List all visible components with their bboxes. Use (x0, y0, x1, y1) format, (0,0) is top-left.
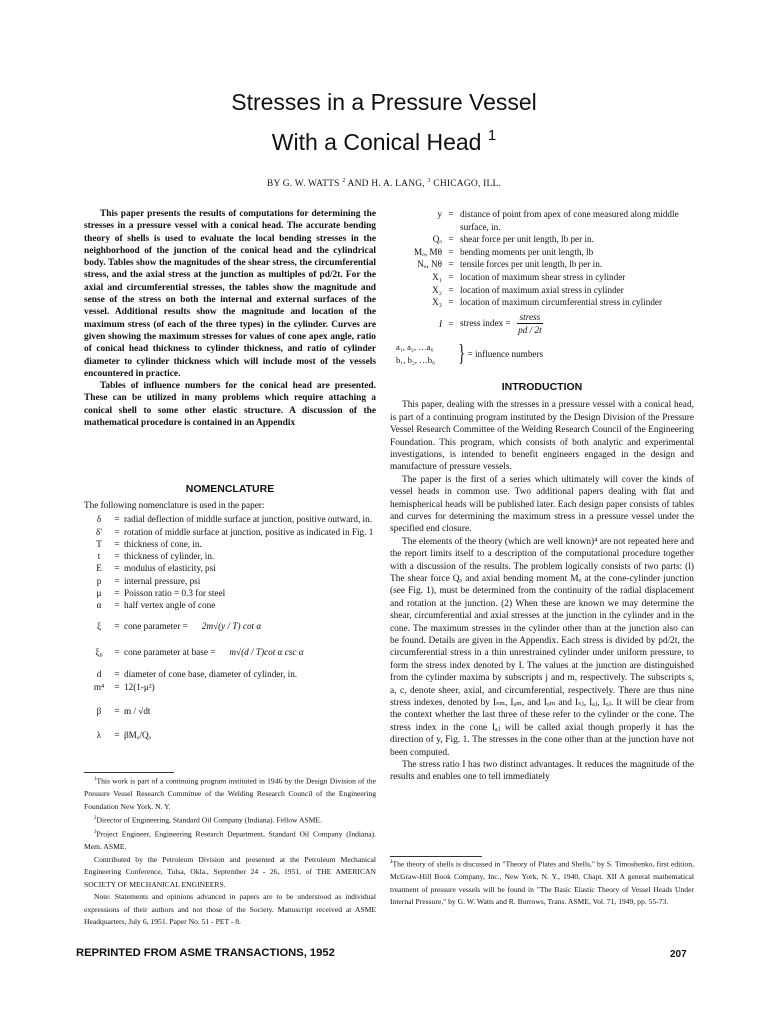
nomenclature-equals: = (114, 669, 120, 680)
nomenclature-symbol: Nₒ, Nθ (417, 259, 442, 270)
nomenclature-symbol: E (96, 563, 102, 574)
nomenclature-equals: = (114, 551, 120, 562)
nomenclature-definition (124, 599, 376, 611)
nomenclature-symbol: ξ (96, 620, 102, 631)
nomenclature-definition-text: tensile forces per unit length, lb per in. (460, 259, 603, 270)
nomenclature-symbol: X₁ (432, 271, 442, 282)
abstract-paragraph-1: This paper presents the results of computations for determining the stresses in a pressure vessel with a conical head. The accurate bending theory of shells is used to evaluate the local bending stresses in the neighborhood of the junction of the conical head and the cylindrical body. Tables show the magnitudes of the shear stress, the circumferential stress, and the axial stress at the junction as multiples of pd/2t. For the axial and circumferential stresses, the tables show the magnitude and sense of the stress on both the internal and external surfaces of the vessel. Additional results show the magnitude and location of the maximum stress (of each of the three types) in the cylinder. Curves are given showing the maximum stresses for values of cone apex angle, ratio of conical head thickness to cylinder thickness, and ratio of cylinder diameter to cylinder thickness which will include most of the vessels encountered in practice. (84, 209, 376, 379)
nomenclature-definition-text: Poisson ratio = 0.3 for steel (124, 588, 226, 599)
footnote-mark: 2 (94, 816, 97, 822)
nomenclature-definition (460, 208, 688, 233)
footnote-text: Note: Statements and opinions advanced in papers are to be understood as individual expressions of their authors and not those of the Society. Manuscript received at ASME Headquarters, July 6, 1951. Paper No. 51 - PET - 8. (84, 892, 376, 927)
nomenclature-definition (124, 575, 376, 587)
author-1: BY G. W. WATTS (266, 179, 340, 190)
nomenclature-definition-text: diameter of cone base, diameter of cylinder, in. (124, 669, 298, 680)
byline (0, 178, 768, 189)
nomenclature-symbol: m⁴ (93, 681, 105, 692)
influence-numbers (396, 341, 688, 367)
nomenclature-equals: = (114, 563, 120, 574)
introduction-body (390, 399, 694, 784)
right-nomenclature-item (396, 258, 688, 271)
nomenclature-definition-text: distance of point from apex of cone measured along middle surface, in. (460, 209, 679, 232)
abstract-paragraph-2: Tables of influence numbers for the conical head are presented. These can be utilized in many problems which require attaching a conical shell to some other elastic structure. A discussion of the mathematical procedure is contained in an Appendix (84, 381, 376, 429)
nomenclature-definition-text: radial deflection of middle surface at junction, positive outward, in. (124, 514, 372, 525)
nomenclature-definition (460, 284, 688, 297)
footnote (84, 827, 376, 854)
right-nomenclature-item (396, 311, 688, 337)
introduction-paragraph: The stress ratio I has two distinct advantages. It reduces the magnitude of the results and enables one to tell immediately (390, 760, 694, 783)
nomenclature-equals: = (114, 705, 120, 716)
nomenclature-item (88, 646, 376, 658)
nomenclature-definition-text: βMₒ/Qₒ (124, 730, 152, 741)
nomenclature-definition (460, 296, 688, 309)
reprint-footer: REPRINTED FROM ASME TRANSACTIONS, 1952 (76, 947, 335, 959)
nomenclature-definition (124, 668, 376, 680)
footnote-text: Director of Engineering, Standard Oil Company (Indiana). Fellow ASME. (96, 815, 322, 825)
location: CHICAGO, ILL. (433, 179, 502, 190)
title-footnote-mark: 1 (487, 127, 497, 144)
nomenclature-definition-text: location of maximum axial stress in cylinder (460, 284, 624, 295)
nomenclature-item (88, 668, 376, 680)
nomenclature-symbol: Qₒ (432, 234, 442, 245)
nomenclature-definition-text: stress index = (460, 317, 511, 328)
introduction-paragraph: The elements of the theory (which are well known)⁴ are not repeated here and the report limits itself to a description of the computational procedure together with a discussion of the results. The problem logically consists of two parts: (l) The shear force Qₒ and axial bending moment Mₒ at the cone-cylinder junction (see Fig. 1), must be determined from the continuity of the radial displacement and rotation at the junction. (2) When these are known we may determine the shear, circumferential and axial stresses at the junction in the cylinder and in the cone. The maximum stresses in the cylinder other than at the junction also can be found. Details are given in the Appendix. Each stress is divided by pd/2t, the circumferential stress in a thin unrestrained cylinder under uniform pressure, to form the stress index denoted by I. The values at the junction are distinguished from the cylinder maxima by subscripts j and m, respectively. The subscripts s, a, c, denote sheer, axial, and circumferential, respectively. There are thus nine stress indexes, denoted by Iₛₘ, Iₐₘ, and Iₒₘ and Iₛⱼ, Iₐⱼ, Iₒⱼ. It will be clear from the context whether the last three of these refer to the cylinder or the cone. The stress index in the cone Iₐⱼ will be called axial though properly it has the direction of y, Fig. 1. The stresses in the cone other than at the junction have not been computed. (390, 536, 694, 758)
nomenclature-equals: = (448, 259, 454, 270)
nomenclature-equals: = (448, 234, 454, 245)
nomenclature-definition-text: location of maximum circumferential stress in cylinder (460, 297, 663, 308)
footnote (84, 891, 376, 929)
introduction-paragraph: This paper, dealing with the stresses in a pressure vessel with a conical head, is part of a continuing program instituted by the Design Division of the Pressure Vessel Research Committee of the Welding Research Council of the Engineering Foundation. This program, which consists of both analytic and experimental investigations, is intended to benefit engineers engaged in the design and manufacture of pressure vessels. (390, 400, 694, 473)
nomenclature-equals: = (114, 730, 120, 741)
nomenclature-definition (124, 513, 376, 525)
nomenclature-definition (124, 729, 376, 741)
nomenclature-definition-text: modulus of elasticity, psi (124, 563, 216, 574)
nomenclature-item (88, 562, 376, 574)
footnote-mark: 3 (94, 830, 97, 836)
nomenclature-equals: = (114, 575, 120, 586)
nomenclature-definition-text: cone parameter at base = (124, 646, 216, 657)
nomenclature-definition-text: internal pressure, psi (124, 575, 201, 586)
nomenclature-symbol: λ (96, 730, 102, 741)
nomenclature-equals: = (448, 246, 454, 257)
fraction-denominator: pd / 2t (518, 325, 542, 336)
nomenclature-definition-text: half vertex angle of cone (124, 600, 216, 611)
nomenclature-equals: = (114, 620, 120, 631)
introduction-section (390, 378, 694, 784)
nomenclature-item (88, 526, 376, 538)
nomenclature-definition (460, 233, 688, 246)
right-nomenclature-item (396, 296, 688, 309)
right-nomenclature-item (396, 246, 688, 259)
footnote (84, 813, 376, 827)
nomenclature-definition (124, 681, 376, 693)
nomenclature-equals: = (448, 318, 454, 329)
footnote-4-mark: 4 (390, 860, 393, 865)
nomenclature-definition (124, 562, 376, 574)
footnote-mark: 1 (94, 777, 97, 782)
nomenclature-item (88, 681, 376, 693)
brace: } (458, 340, 466, 367)
influence-a: a₁, a₂, …a₆ (396, 341, 434, 352)
stress-index-fraction (517, 311, 544, 337)
nomenclature-definition (124, 526, 376, 538)
nomenclature-definition-text: thickness of cylinder, in. (124, 551, 215, 562)
nomenclature-equals: = (448, 209, 454, 219)
nomenclature-symbol: δ' (96, 526, 102, 537)
nomenclature-item (88, 513, 376, 525)
left-footnotes (84, 774, 376, 929)
nomenclature-symbol: δ (96, 514, 102, 525)
footnote (84, 774, 376, 813)
nomenclature-symbol: Mₒ, Mθ (414, 246, 442, 257)
nomenclature-definition-text: location of maximum shear stress in cylinder (460, 271, 626, 282)
right-nomenclature (396, 208, 688, 367)
nomenclature-equals: = (114, 600, 120, 611)
paper-title-line-1: Stresses in a Pressure Vessel (231, 89, 537, 115)
author-1-mark: 2 (342, 178, 346, 184)
nomenclature-symbol: T (96, 538, 102, 549)
nomenclature-symbol: I (438, 318, 442, 329)
influence-b: b₁, b₂, …b₆ (396, 354, 436, 365)
nomenclature-equals: = (114, 526, 120, 537)
nomenclature-definition-text: cone parameter = (124, 620, 188, 631)
right-nomenclature-item (396, 284, 688, 297)
page-number: 207 (670, 949, 687, 960)
nomenclature-equals: = (114, 646, 120, 657)
right-nomenclature-item (396, 271, 688, 284)
nomenclature-definition (124, 538, 376, 550)
nomenclature-definition-text: 12(1-μ²) (124, 681, 155, 692)
author-2: AND H. A. LANG, (347, 179, 425, 190)
nomenclature-intro: The following nomenclature is used in the paper: (84, 500, 265, 510)
nomenclature-symbol: d (96, 669, 102, 680)
nomenclature-definition (124, 705, 376, 717)
nomenclature-item (88, 729, 376, 741)
nomenclature-definition (124, 620, 376, 632)
nomenclature-definition-text: thickness of cone, in. (124, 538, 202, 549)
paper-title-line-2 (0, 120, 768, 158)
nomenclature-item (88, 538, 376, 550)
nomenclature-symbol: p (96, 575, 102, 586)
abstract (84, 208, 376, 429)
footnote-text: This work is part of a continuing program instituted in 1946 by the Design Division of the Pressure Vessel Research Committee of the Welding Research Council of the Engineering Foundation New York. N. Y. (84, 776, 376, 811)
nomenclature-item (88, 599, 376, 611)
footnote-rule (84, 772, 174, 773)
nomenclature-definition (124, 646, 376, 658)
nomenclature-definition (460, 258, 688, 271)
introduction-heading: INTRODUCTION (501, 381, 583, 393)
nomenclature-equals: = (114, 538, 120, 549)
fraction-numerator: stress (517, 311, 544, 325)
nomenclature-definition (124, 587, 376, 599)
nomenclature-definition-text: bending moments per unit length, lb (460, 246, 594, 257)
nomenclature-definition-text: shear force per unit length, lb per in. (460, 234, 594, 245)
nomenclature-item (88, 705, 376, 717)
nomenclature-symbol: β (96, 705, 102, 716)
nomenclature-equals: = (448, 284, 454, 295)
nomenclature-symbol: α (96, 600, 102, 611)
nomenclature-symbol: X₂ (432, 284, 442, 295)
nomenclature-equals: = (448, 271, 454, 282)
nomenclature-symbol: X₃ (432, 297, 442, 308)
footnote (84, 854, 376, 892)
nomenclature-symbol: t (97, 551, 101, 562)
right-nomenclature-item (396, 208, 688, 233)
footnote-text: Contributed by the Petroleum Division and presented at the Petroleum Mechanical Engineering Conference, Tulsa, Okla., September 24 - 26, 1951, of THE AMERICAN SOCIETY OF MECHANICAL ENGINEERS. (84, 854, 376, 889)
author-2-mark: 3 (427, 178, 431, 184)
nomenclature-symbol: μ (96, 588, 102, 599)
nomenclature-definition (460, 271, 688, 284)
nomenclature-item (88, 587, 376, 599)
influence-label: = influence numbers (467, 348, 544, 359)
nomenclature-equals: = (448, 297, 454, 308)
title-line-2-text: With a Conical Head (271, 129, 482, 155)
nomenclature-definition-text: rotation of middle surface at junction, positive as indicated in Fig. 1 (124, 526, 374, 537)
nomenclature-definition (124, 550, 376, 562)
right-nomenclature-item (396, 233, 688, 246)
left-column (84, 208, 376, 429)
footnote-4-text: The theory of shells is discussed in "Theory of Plates and Shells," by S. Timoshenko, first edition, McGraw-Hill Book Company, Inc., New York, N. Y., 1940, Chapt. XII A general mathematical treatment of pressure vessels will be found in "The Basic Elastic Theory of Vessel Heads Under Internal Pressure," by G. W. Watts and R. Burrows, Trans. ASME, Vol. 71, 1949, pp. 55-73. (390, 859, 694, 907)
nomenclature-item (88, 620, 376, 632)
nomenclature-heading: NOMENCLATURE (185, 483, 275, 495)
cone-parameter-formula: 2m√(y / T) cot α (201, 620, 262, 631)
cone-parameter-base-formula: m√(d / T)cot α csc α (229, 646, 304, 657)
nomenclature-symbol: y (437, 209, 442, 219)
introduction-paragraph: The paper is the first of a series which ultimately will cover the kinds of vessel heads in common use. Two additional papers dealing with flat and hemispherical heads will be published later. Each design paper consists of tables and curves for determining the maximum stress in a pressure vessel under the specified end closure. (390, 474, 694, 535)
nomenclature-item (88, 575, 376, 587)
right-footnote (390, 857, 694, 909)
nomenclature-equals: = (114, 681, 120, 692)
nomenclature-equals: = (114, 588, 120, 599)
nomenclature-item (88, 550, 376, 562)
nomenclature-definition (460, 311, 688, 337)
nomenclature-equals: = (114, 514, 120, 525)
nomenclature-symbol: ξ₀ (95, 646, 103, 657)
nomenclature-list (84, 499, 376, 741)
nomenclature-definition (460, 246, 688, 259)
footnote-text: Project Engineer, Engineering Research Department, Standard Oil Company (Indiana). Mem. ASME. (84, 829, 376, 852)
nomenclature-definition-text: m / √dt (124, 705, 151, 716)
